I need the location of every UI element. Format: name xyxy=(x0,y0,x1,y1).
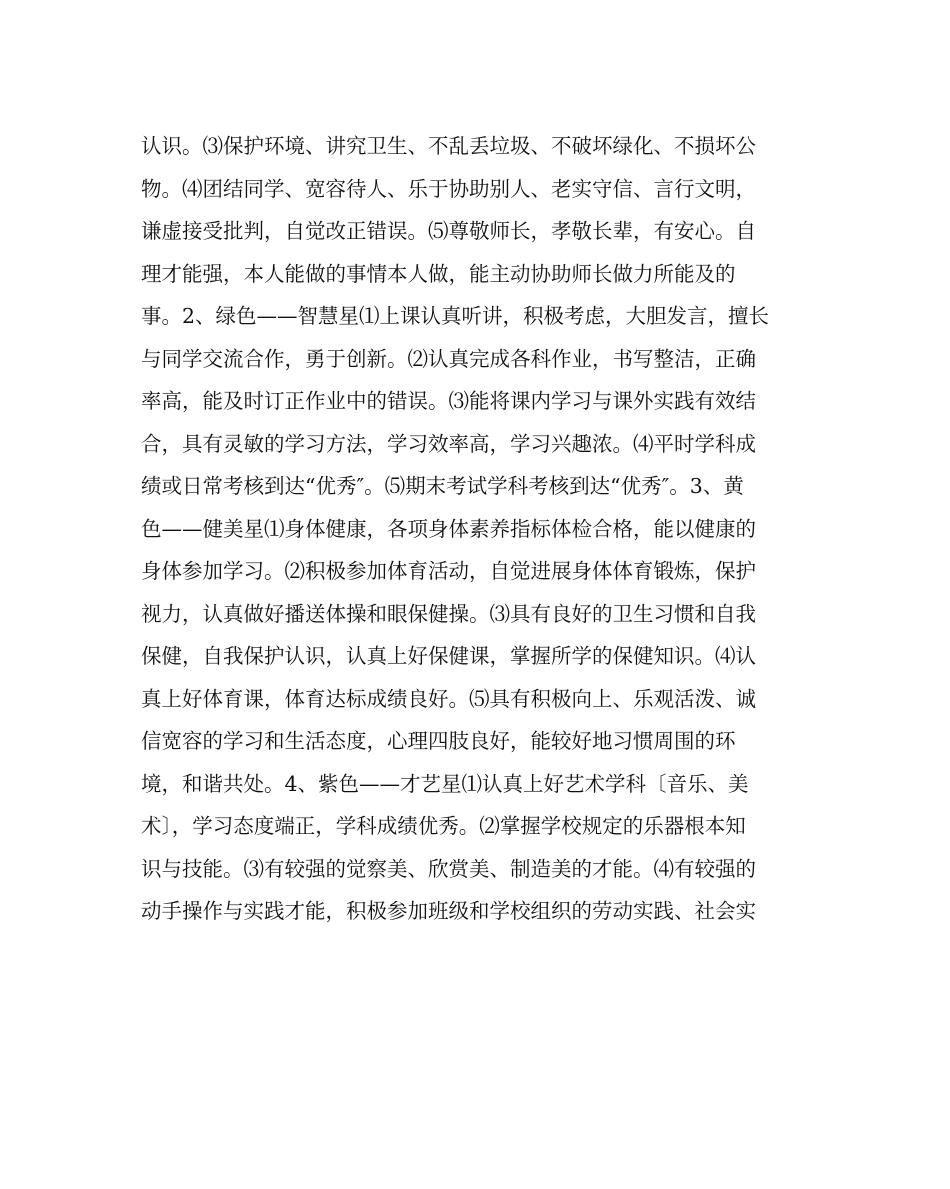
text-line: 物。⑷团结同学、宽容待人、乐于协助别人、老实守信、言行文明， xyxy=(141,176,756,201)
text-line: 识与技能。⑶有较强的觉察美、欣赏美、制造美的才能。⑷有较强的 xyxy=(141,856,756,881)
text-line: 认识。⑶保护环境、讲究卫生、不乱丢垃圾、不破坏绿化、不损坏公 xyxy=(141,134,756,158)
text-line: 术〕，学习态度端正，学科成绩优秀。⑵掌握学校规定的乐器根本知 xyxy=(141,814,746,838)
text-line: 真上好体育课，体育达标成绩良好。⑸具有积极向上、乐观活泼、诚 xyxy=(141,686,756,711)
text-line: 率高，能及时订正作业中的错误。⑶能将课内学习与课外实践有效结 xyxy=(141,389,756,413)
text-line: 与同学交流合作，勇于创新。⑵认真完成各科作业，书写整洁，正确 xyxy=(141,346,756,371)
text-line: 视力，认真做好播送体操和眼保健操。⑶具有良好的卫生习惯和自我 xyxy=(141,601,756,626)
text-line: 信宽容的学习和生活态度，心理四肢良好，能较好地习惯周围的环 xyxy=(141,729,736,753)
text-line: 身体参加学习。⑵积极参加体育活动，自觉进展身体体育锻炼，保护 xyxy=(141,559,756,583)
text-line: 动手操作与实践才能，积极参加班级和学校组织的劳动实践、社会实 xyxy=(141,899,756,923)
text-line: 谦虚接受批判，自觉改正错误。⑸尊敬师长，孝敬长辈，有安心。自 xyxy=(141,219,756,243)
text-line: 事。2、绿色——智慧星⑴上课认真听讲，积极考虑，大胆发言，擅长 xyxy=(141,304,770,328)
text-line: 合，具有灵敏的学习方法，学习效率高，学习兴趣浓。⑷平时学科成 xyxy=(141,431,756,456)
text-line: 理才能强，本人能做的事情本人做，能主动协助师长做力所能及的 xyxy=(141,261,736,286)
text-line: 绩或日常考核到达“优秀″。⑸期末考试学科考核到达“优秀″。3、黄 xyxy=(141,474,744,498)
text-line: 保健，自我保护认识，认真上好保健课，掌握所学的保健知识。⑷认 xyxy=(141,644,756,668)
text-line: 色——健美星⑴身体健康，各项身体素养指标体检合格，能以健康的 xyxy=(141,516,756,541)
body-text xyxy=(141,125,821,933)
text-line: 境，和谐共处。4、紫色——才艺星⑴认真上好艺术学科〔音乐、美 xyxy=(141,771,749,796)
